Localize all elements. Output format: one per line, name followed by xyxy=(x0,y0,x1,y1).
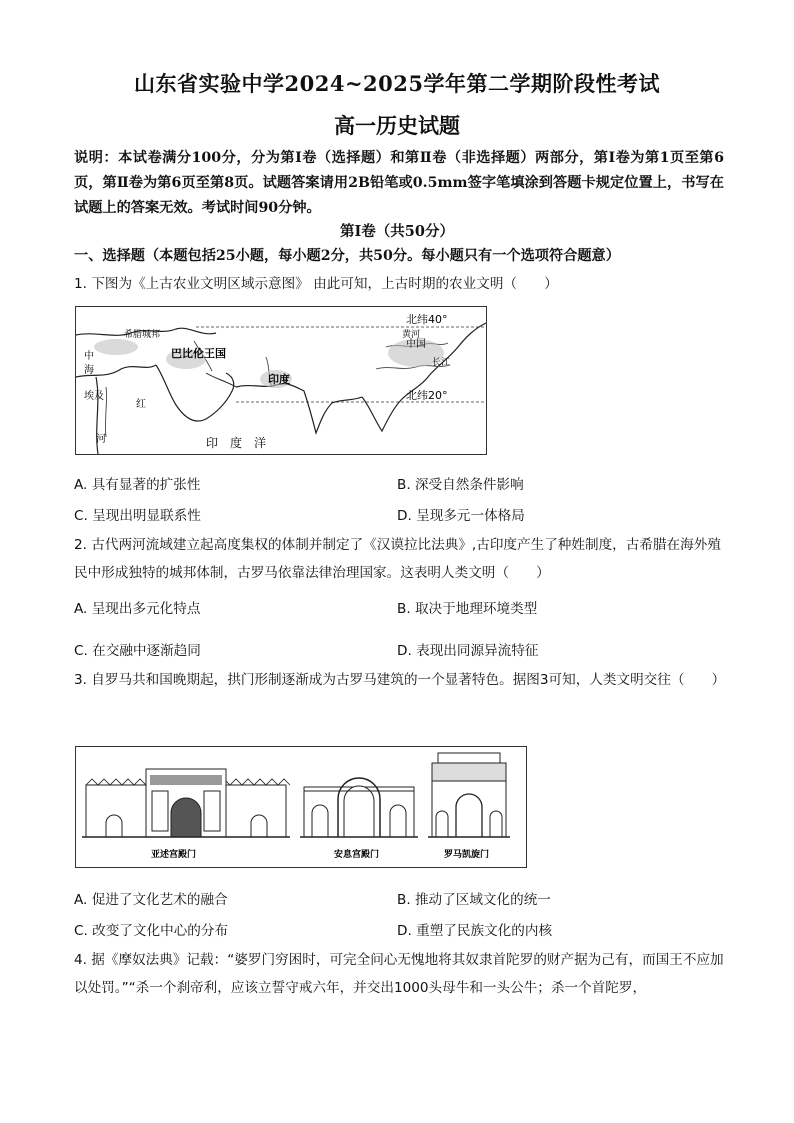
question-2-stem: 2. 古代两河流域建立起高度集权的体制并制定了《汉谟拉比法典》,古印度产生了种姓制度，古希腊在海外殖民中形成独特的城邦体制，古罗马依靠法律治理国家。这表明人类文明（ ） xyxy=(74,537,721,581)
arabia-coast xyxy=(156,365,234,421)
q1-option-d[interactable]: D. 呈现多元一体格局 xyxy=(397,508,525,524)
red-sea-label: 红 xyxy=(136,399,146,410)
question-3-stem: 3. 自罗马共和国晚期起，拱门形制逐渐成为古罗马建筑的一个显著特色。据图3可知，人类文明交往（ ） xyxy=(74,672,726,688)
exam-subtitle: 高一历史试题 xyxy=(334,113,460,138)
q3-option-c[interactable]: C. 改变了文化中心的分布 xyxy=(74,923,229,939)
caption-parthian-gate: 安息宫殿门 xyxy=(334,850,380,860)
sea-label-hai: 海 xyxy=(84,365,94,376)
agriculture-map-svg xyxy=(76,307,486,454)
q2-option-a[interactable]: A. 呈现出多元化特点 xyxy=(74,601,201,617)
babylon-label: 巴比伦王国 xyxy=(171,347,226,360)
river-label: 河 xyxy=(96,434,106,445)
lat20-label: 北纬20° xyxy=(406,389,448,402)
china-label: 中国 xyxy=(406,339,426,350)
greece-label: 希腊城邦 xyxy=(124,330,161,340)
gulf-coast xyxy=(206,373,236,387)
nile-river xyxy=(105,387,106,437)
arch-figure xyxy=(75,746,527,868)
caption-roman-arch: 罗马凯旋门 xyxy=(444,850,490,860)
exam-instructions: 说明：本试卷满分100分，分为第Ⅰ卷（选择题）和第Ⅱ卷（非选择题）两部分，第Ⅰ卷为第1页至第6页，第Ⅱ卷为第6页至第8页。试题答案请用2B铅笔或0.5mm签字笔填涂到答题卡规定位置上，书写在试题上的答案无效。考试时间90分钟。 xyxy=(74,150,724,216)
india-label: 印度 xyxy=(268,373,290,386)
egypt-label: 埃及 xyxy=(84,391,104,402)
sea-label-zhong: 中 xyxy=(84,351,94,362)
q1-option-a[interactable]: A. 具有显著的扩张性 xyxy=(74,477,201,493)
part-title: 一、选择题（本题包括25小题，每小题2分，共50分。每小题只有一个选项符合题意） xyxy=(74,248,620,264)
indian-ocean-label: 印 度 洋 xyxy=(206,436,267,450)
q3-option-d[interactable]: D. 重塑了民族文化的内核 xyxy=(397,923,553,939)
yangtze-label: 长江 xyxy=(432,358,451,368)
arch-figure-svg xyxy=(76,747,526,867)
question-1-stem: 1. 下图为《上古农业文明区域示意图》 由此可知，上古时期的农业文明（ ） xyxy=(74,276,558,292)
yellow-river-label: 黄河 xyxy=(402,330,421,340)
agriculture-map xyxy=(75,306,487,455)
q2-option-c[interactable]: C. 在交融中逐渐趋同 xyxy=(74,643,201,659)
india-coast xyxy=(236,384,362,433)
q1-option-c[interactable]: C. 呈现出明显联系性 xyxy=(74,508,201,524)
q3-option-b[interactable]: B. 推动了区域文化的统一 xyxy=(397,892,551,908)
assyrian-gate-drawing xyxy=(82,769,290,837)
roman-arch-drawing xyxy=(428,753,510,837)
q2-option-b[interactable]: B. 取决于地理环境类型 xyxy=(397,601,538,617)
caption-assyrian-gate: 亚述宫殿门 xyxy=(151,850,197,860)
q3-option-a[interactable]: A. 促进了文化艺术的融合 xyxy=(74,892,228,908)
exam-title: 山东省实验中学2024~2025学年第二学期阶段性考试 xyxy=(134,71,660,96)
q1-option-b[interactable]: B. 深受自然条件影响 xyxy=(397,477,524,493)
lat40-label: 北纬40° xyxy=(406,313,448,326)
parthian-gate-drawing xyxy=(300,778,418,837)
greece-region xyxy=(94,339,138,355)
q2-option-d[interactable]: D. 表现出同源异流特征 xyxy=(397,643,539,659)
section-title: 第Ⅰ卷（共50分） xyxy=(340,223,454,240)
question-4-stem: 4. 据《摩奴法典》记载：“婆罗门穷困时，可完全问心无愧地将其奴隶首陀罗的财产据为己有，而国王不应加以处罚。”“杀一个刹帝利，应该立誓守戒六年，并交出1000头母牛和一头公牛；杀一个首陀罗， xyxy=(74,952,724,996)
